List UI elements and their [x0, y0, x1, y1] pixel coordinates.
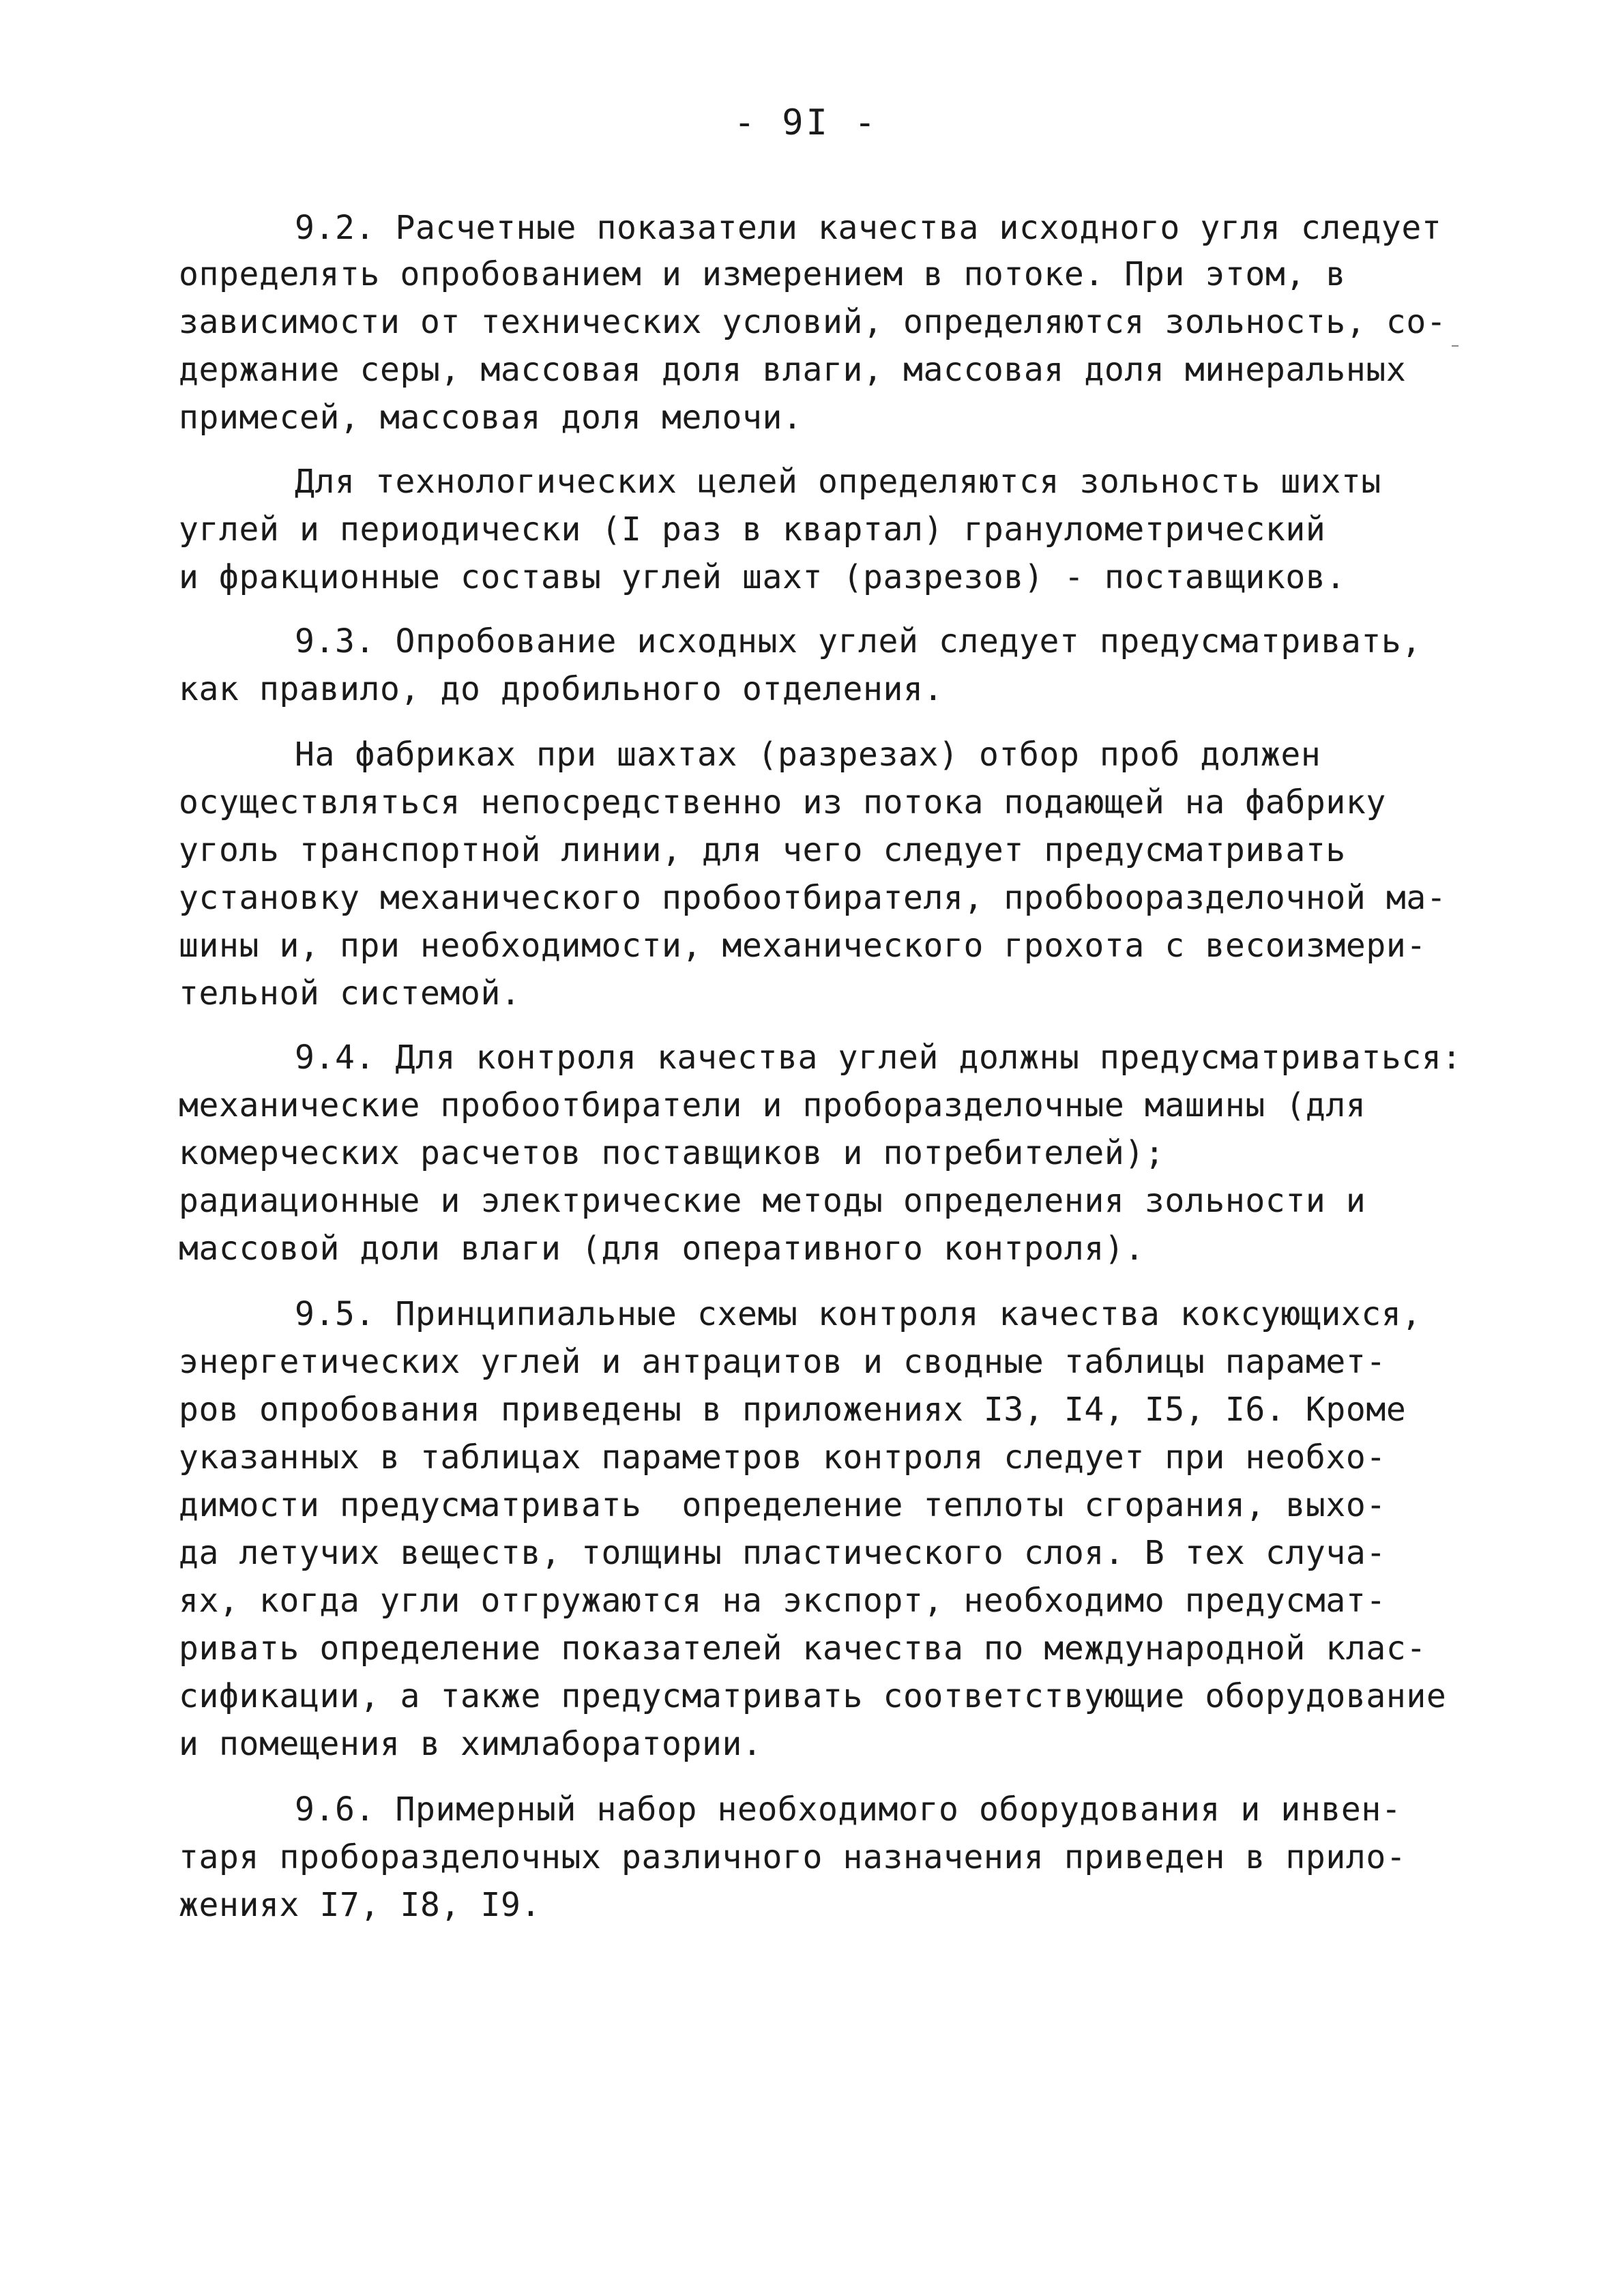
text-line: сификации, а также предусматривать соответствующие оборудование — [179, 1677, 1447, 1715]
text-line: жениях I7, I8, I9. — [179, 1886, 541, 1924]
text-line: радиационные и электрические методы определения зольности и — [179, 1182, 1366, 1220]
text-line: таря пробоpазделочных различного назначения приведен в прило- — [179, 1838, 1407, 1876]
text-line: ях, когда угли отгружаются на экспорт, необходимо предусмат- — [179, 1582, 1386, 1620]
text-line: 9.6. Примерный набор необходимого оборудования и инвен- — [295, 1790, 1402, 1829]
text-line: 9.3. Опробование исходных углей следует предусматривать, — [295, 622, 1422, 660]
text-line: осуществляться непосредственно из потока подающей на фабрику — [179, 783, 1386, 822]
text-line: ривать определение показателей качества по международной клас- — [179, 1629, 1426, 1668]
text-line: определять опробованием и измерением в потоке. При этом, в — [179, 255, 1346, 293]
text-line: да летучих веществ, толщины пластического слоя. В тех случа- — [179, 1534, 1386, 1572]
text-line: ров опробования приведены в приложениях I3, I4, I5, I6. Кроме — [179, 1391, 1407, 1429]
text-line: 9.5. Принципиальные схемы контроля качества коксующихся, — [295, 1295, 1422, 1333]
text-line: 9.4. Для контроля качества углей должны предусматриваться: — [295, 1038, 1462, 1077]
text-line: углей и периодически (I раз в квартал) гранулометрический — [179, 510, 1326, 549]
text-line: шины и, при необходимости, механического грохота с весоизмери- — [179, 927, 1426, 965]
text-line: механические пробоотбиратели и пробоpазделочные машины (для — [179, 1086, 1366, 1124]
page-number: - 9I - — [733, 102, 879, 143]
text-line: и фракционные составы углей шахт (разрезов) - поставщиков. — [179, 558, 1346, 596]
text-line: тельной системой. — [179, 974, 521, 1013]
text-line: Для технологических целей определяются зольность шихты — [295, 463, 1381, 501]
text-line: установку механического пробоотбирателя, пробbooразделочной ма- — [179, 879, 1447, 917]
text-line: 9.2. Расчетные показатели качества исходного угля следует — [295, 209, 1442, 247]
text-line: примесей, массовая доля мелочи. — [179, 398, 803, 437]
text-line: На фабриках при шахтах (разрезах) отбор проб должен — [295, 736, 1321, 774]
text-line: указанных в таблицах параметров контроля следует при необхо- — [179, 1438, 1386, 1477]
text-line: димости предусматривать определение теплоты сгорания, выхо- — [179, 1486, 1386, 1524]
text-line: массовой доли влаги (для оперативного контроля). — [179, 1230, 1145, 1268]
text-line: держание серы, массовая доля влаги, массовая доля минеральных — [179, 351, 1407, 389]
text-line: уголь транспортной линии, для чего следует предусматривать — [179, 831, 1346, 869]
text-line: энергетических углей и антрацитов и сводные таблицы парамет- — [179, 1343, 1386, 1381]
text-line: комерческих расчетов поставщиков и потребителей); — [179, 1134, 1165, 1172]
text-line: зависимости от технических условий, определяются зольность, со- — [179, 303, 1447, 341]
text-line: как правило, до дробильного отделения. — [179, 670, 943, 708]
text-line: и помещения в химлаборатории. — [179, 1725, 763, 1763]
margin-mark — [1452, 345, 1459, 347]
